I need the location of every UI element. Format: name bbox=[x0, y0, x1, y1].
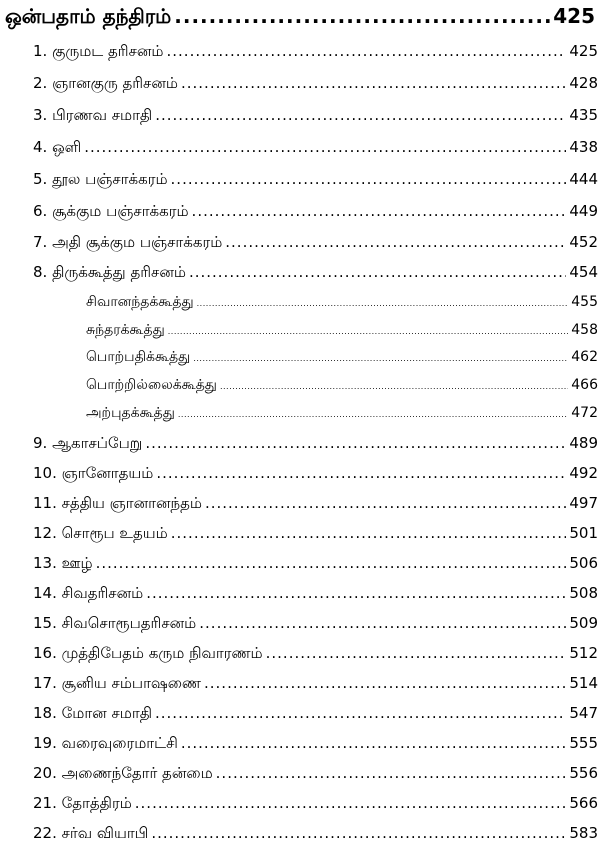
toc-entry-page: 583 bbox=[569, 824, 598, 842]
dot-leader bbox=[174, 4, 550, 28]
dot-leader bbox=[151, 824, 566, 842]
toc-entry-page: 497 bbox=[569, 494, 598, 512]
dot-leader bbox=[171, 524, 567, 542]
toc-entry-page: 454 bbox=[569, 263, 598, 281]
toc-entry-page: 506 bbox=[569, 554, 598, 572]
toc-subentry-label: பொற்றில்லைக்கூத்து bbox=[86, 377, 217, 393]
toc-subentry bbox=[86, 322, 598, 344]
toc-entry-label: 17. சூனிய சம்பாஷணை bbox=[33, 674, 201, 692]
toc-entry-label: 11. சத்திய ஞானானந்தம் bbox=[33, 494, 202, 512]
toc-entry bbox=[33, 644, 598, 666]
toc-entry bbox=[33, 202, 598, 224]
toc-entry-label: 5. தூல பஞ்சாக்கரம் bbox=[33, 170, 168, 188]
toc-entry bbox=[33, 263, 598, 285]
dot-leader bbox=[178, 410, 568, 419]
toc-entry-page: 449 bbox=[569, 202, 598, 220]
toc-entry bbox=[33, 74, 598, 96]
toc-subentry-label: பொற்பதிக்கூத்து bbox=[86, 349, 191, 365]
toc-entry-page: 425 bbox=[569, 42, 598, 60]
toc-entry-label: 3. பிரணவ சமாதி bbox=[33, 106, 153, 124]
toc-entry-label: 16. முத்திபேதம் கரும நிவாரணம் bbox=[33, 644, 263, 662]
dot-leader bbox=[197, 299, 569, 308]
toc-entry bbox=[33, 614, 598, 636]
dot-leader bbox=[84, 138, 566, 156]
toc-entry-label: 18. மோன சமாதி bbox=[33, 704, 152, 722]
toc-entry bbox=[33, 554, 598, 576]
dot-leader bbox=[205, 494, 566, 512]
toc-entry bbox=[33, 233, 598, 255]
dot-leader bbox=[199, 614, 566, 632]
toc-entry-page: 501 bbox=[569, 524, 598, 542]
toc-entry-label: 4. ஒளி bbox=[33, 138, 82, 156]
toc-entry-page: 555 bbox=[569, 734, 598, 752]
toc-subentry bbox=[86, 377, 598, 399]
toc-entry bbox=[33, 734, 598, 756]
toc-entry-label: 1. குருமட தரிசனம் bbox=[33, 42, 164, 60]
toc-entry-label: 9. ஆகாசப்பேறு bbox=[33, 434, 143, 452]
dot-leader bbox=[193, 354, 568, 363]
toc-entry-page: 489 bbox=[569, 434, 598, 452]
toc-entry bbox=[33, 170, 598, 192]
toc-entry bbox=[33, 434, 598, 456]
toc-entry-label: 21. தோத்திரம் bbox=[33, 794, 132, 812]
toc-subentry bbox=[86, 405, 598, 427]
section-heading bbox=[5, 4, 595, 34]
toc-entry-page: 508 bbox=[569, 584, 598, 602]
toc-subentry-page: 466 bbox=[571, 377, 598, 393]
toc-entry bbox=[33, 524, 598, 546]
dot-leader bbox=[171, 170, 567, 188]
toc-entry-label: 8. திருக்கூத்து தரிசனம் bbox=[33, 263, 186, 281]
toc-entry-label: 12. சொரூப உதயம் bbox=[33, 524, 168, 542]
dot-leader bbox=[135, 794, 567, 812]
toc-subentry bbox=[86, 349, 598, 371]
toc-subentry-page: 462 bbox=[571, 349, 598, 365]
toc-subentry-page: 472 bbox=[571, 405, 598, 421]
toc-entry-page: 512 bbox=[569, 644, 598, 662]
section-title: ஒன்பதாம் தந்திரம் bbox=[5, 4, 172, 28]
toc-entry-page: 492 bbox=[569, 464, 598, 482]
toc-subentry-label: சுந்தரக்கூத்து bbox=[86, 322, 165, 338]
toc-entry-page: 514 bbox=[569, 674, 598, 692]
toc-entry bbox=[33, 824, 598, 846]
dot-leader bbox=[155, 704, 566, 722]
toc-entry-label: 22. சர்வ வியாபி bbox=[33, 824, 149, 842]
dot-leader bbox=[181, 734, 567, 752]
toc-entry bbox=[33, 464, 598, 486]
toc-entry-page: 556 bbox=[569, 764, 598, 782]
toc-entry-page: 566 bbox=[569, 794, 598, 812]
toc-entry-page: 438 bbox=[569, 138, 598, 156]
toc-entry bbox=[33, 494, 598, 516]
toc-entry bbox=[33, 764, 598, 786]
dot-leader bbox=[155, 106, 566, 124]
dot-leader bbox=[168, 327, 569, 336]
toc-entry-label: 14. சிவதரிசனம் bbox=[33, 584, 144, 602]
dot-leader bbox=[167, 42, 567, 60]
dot-leader bbox=[204, 674, 566, 692]
toc-entry-label: 15. சிவசொரூபதரிசனம் bbox=[33, 614, 197, 632]
toc-entry bbox=[33, 674, 598, 696]
dot-leader bbox=[192, 202, 567, 220]
dot-leader bbox=[225, 233, 566, 251]
toc-entry bbox=[33, 704, 598, 726]
toc-entry bbox=[33, 584, 598, 606]
toc-entry-label: 2. ஞானகுரு தரிசனம் bbox=[33, 74, 178, 92]
toc-entry-label: 13. ஊழ் bbox=[33, 554, 93, 572]
dot-leader bbox=[156, 464, 566, 482]
toc-subentry-label: அற்புதக்கூத்து bbox=[86, 405, 175, 421]
toc-entry bbox=[33, 42, 598, 64]
toc-entry-page: 435 bbox=[569, 106, 598, 124]
dot-leader bbox=[181, 74, 566, 92]
toc-entry-label: 6. சூக்கும பஞ்சாக்கரம் bbox=[33, 202, 189, 220]
toc-entry-label: 19. வரைவுரைமாட்சி bbox=[33, 734, 178, 752]
toc-entry-label: 7. அதி சூக்கும பஞ்சாக்கரம் bbox=[33, 233, 223, 251]
toc-entry-label: 10. ஞானோதயம் bbox=[33, 464, 154, 482]
dot-leader bbox=[216, 764, 567, 782]
dot-leader bbox=[266, 644, 567, 662]
section-page-number: 425 bbox=[553, 4, 595, 28]
toc-entry bbox=[33, 794, 598, 816]
toc-subentry-page: 458 bbox=[571, 322, 598, 338]
dot-leader bbox=[220, 382, 568, 391]
dot-leader bbox=[146, 584, 566, 602]
toc-entry-page: 428 bbox=[569, 74, 598, 92]
toc-subentry-page: 455 bbox=[571, 294, 598, 310]
toc-entry-page: 452 bbox=[569, 233, 598, 251]
toc-subentry bbox=[86, 294, 598, 316]
dot-leader bbox=[145, 434, 566, 452]
toc-entry-label: 20. அணைந்தோர் தன்மை bbox=[33, 764, 213, 782]
toc-entry bbox=[33, 106, 598, 128]
toc-subentry-label: சிவானந்தக்கூத்து bbox=[86, 294, 194, 310]
toc-entry-page: 509 bbox=[569, 614, 598, 632]
toc-entry-page: 444 bbox=[569, 170, 598, 188]
toc-entry-page: 547 bbox=[569, 704, 598, 722]
toc-entry bbox=[33, 138, 598, 160]
dot-leader bbox=[189, 263, 566, 281]
dot-leader bbox=[96, 554, 567, 572]
